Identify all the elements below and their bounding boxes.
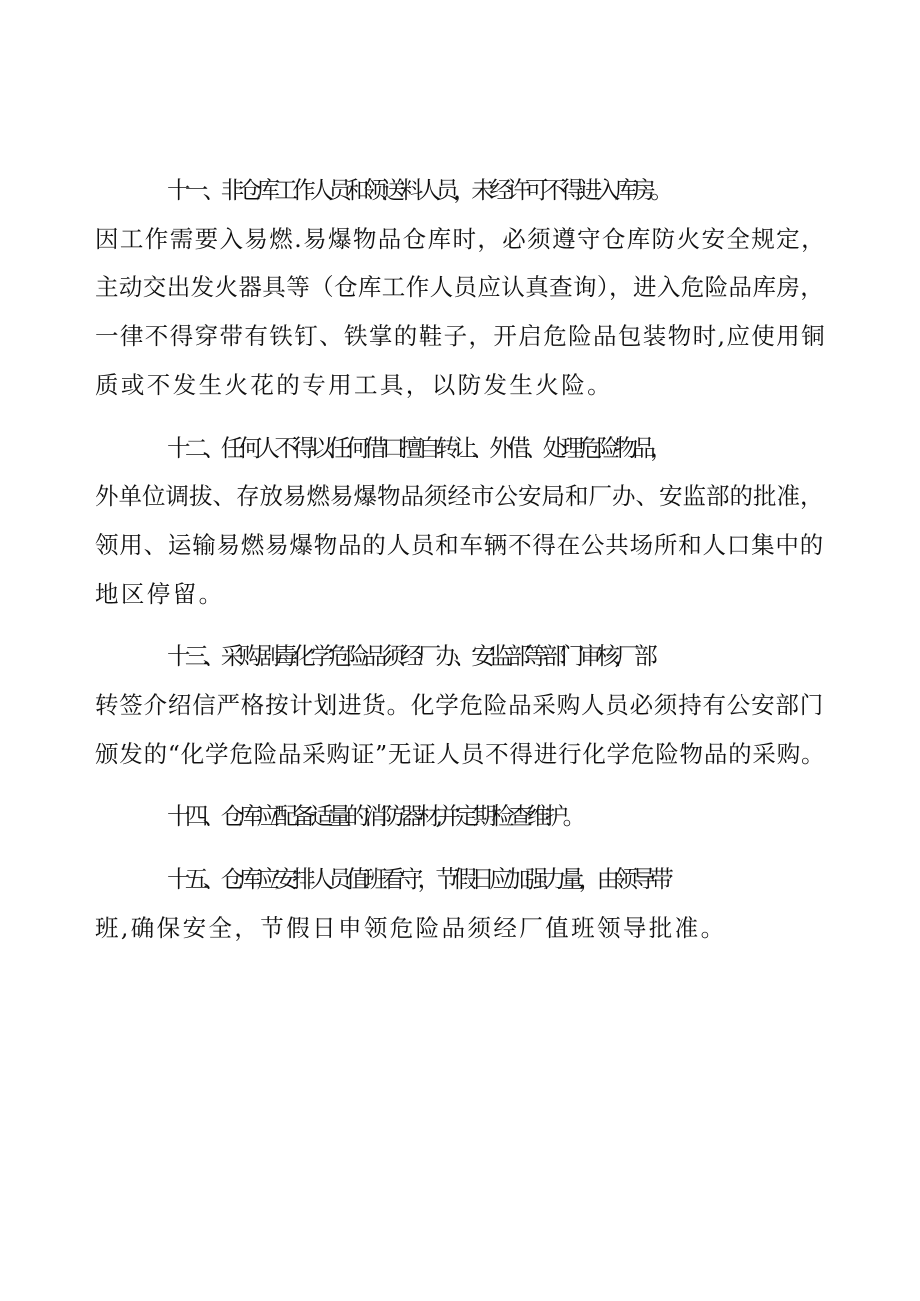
paragraph-11 <box>95 166 828 410</box>
paragraph-12-line-1: 十二、任何人不得以任何借口擅自转让、外借、处理危险物品， <box>167 433 669 462</box>
paragraph-13 <box>95 632 828 778</box>
document-body <box>95 166 828 953</box>
paragraph-11-line-1: 十一、非仓库工作人员和领送料人员，未经许可不得进入库房。 <box>167 176 669 204</box>
paragraph-11-line-2: 因工作需要入易燃.易爆物品仓库时，必须遵守仓库防火安全规定， <box>95 224 826 253</box>
paragraph-13-line-2: 转签介绍信严格按计划进货。化学危险品采购人员必须持有公安部门 <box>95 691 824 720</box>
paragraph-15-line-2: 班,确保安全，节假日申领危险品须经厂值班领导批准。 <box>95 913 727 942</box>
paragraph-13-line-3: 颁发的“化学危险品采购证”无证人员不得进行化学危险物品的采购。 <box>95 739 826 768</box>
paragraph-12-line-4: 地区停留。 <box>95 579 225 608</box>
paragraph-12-line-3: 领用、运输易燃易爆物品的人员和车辆不得在公共场所和人口集中的 <box>95 530 824 559</box>
paragraph-13-line-1: 十三、采购剧毒化学危险品须经厂办、安监部等部门审核,厂部 <box>167 642 653 671</box>
paragraph-11-line-5: 质或不发生火花的专用工具，以防发生火险。 <box>95 370 613 399</box>
paragraph-12 <box>95 424 828 619</box>
paragraph-12-line-2: 外单位调拔、存放易燃易爆物品须经市公安局和厂办、安监部的批准， <box>95 482 824 511</box>
paragraph-15 <box>95 855 828 952</box>
paragraph-11-line-3: 主动交出发火器具等（仓库工作人员应认真查询），进入危险品库房， <box>95 273 825 302</box>
paragraph-15-line-1: 十五、仓库应安排人员值班看守，节假日应加强力量，由领导带 <box>167 865 669 894</box>
paragraph-11-line-4: 一律不得穿带有铁钉、铁掌的鞋子，开启危险品包装物时,应使用铜 <box>95 322 826 351</box>
paragraph-14 <box>95 792 828 841</box>
paragraph-14-line-1: 十四、仓库应配备适量的消防器材,并定期检查维护。 <box>167 802 581 831</box>
